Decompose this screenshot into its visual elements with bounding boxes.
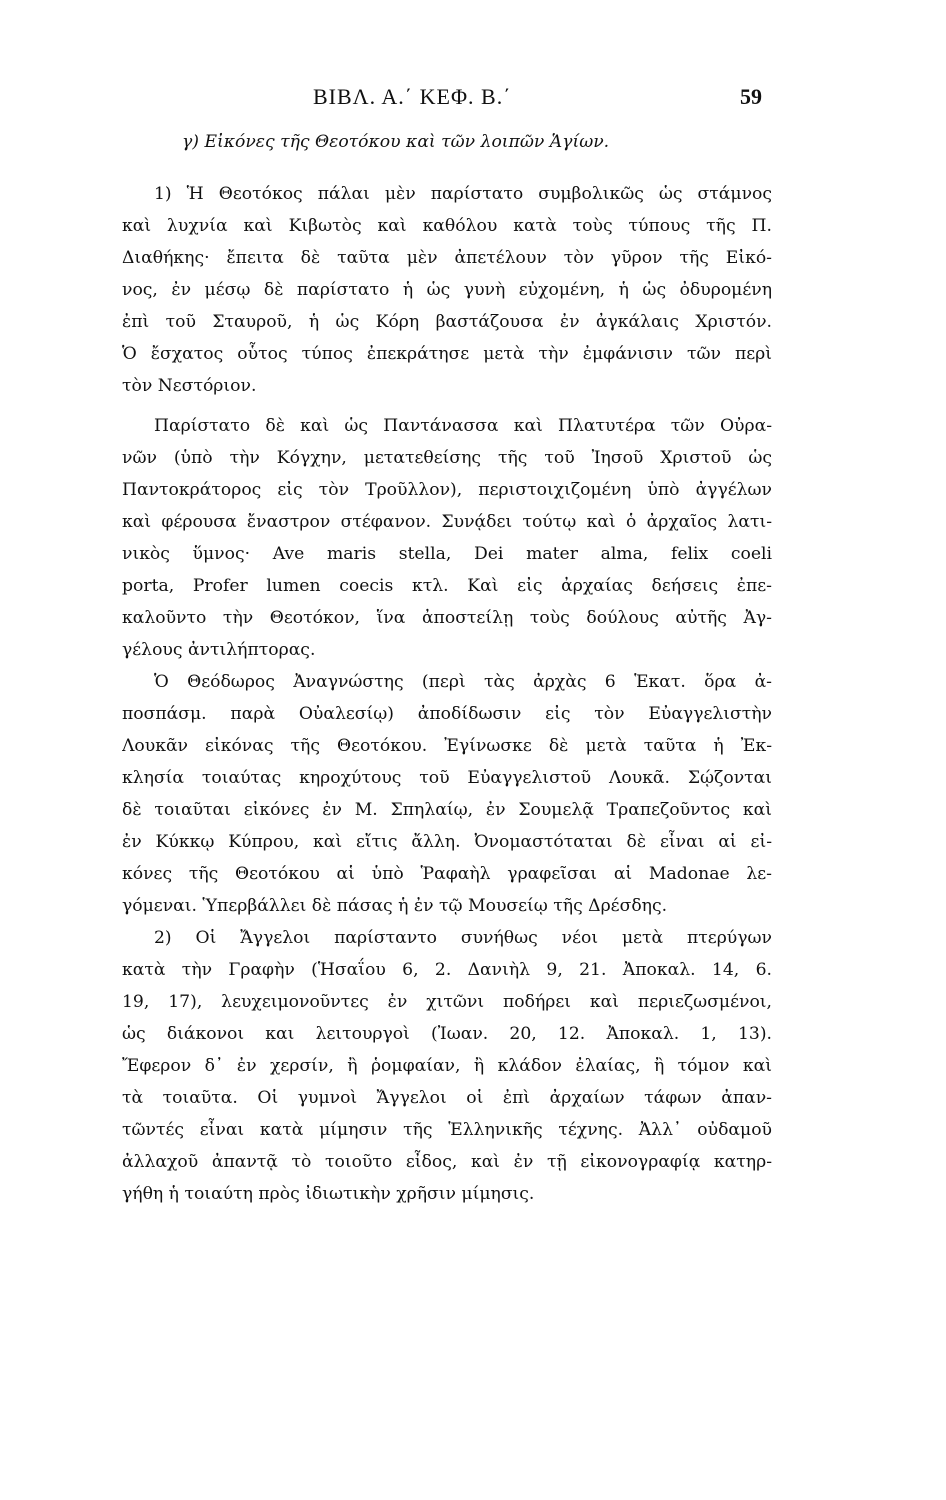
body-text (122, 126, 772, 1210)
spacer (122, 158, 772, 178)
paragraph (122, 178, 772, 402)
running-head: BIBΛ. Α.΄ ΚΕΦ. Β.΄ (313, 84, 512, 109)
text-line: ἐπὶ τοῦ Σταυροῦ, ἡ ὡς Κόρη βαστάζουσα ἐν ἀγκάλαις Χριστόν. (122, 312, 772, 332)
text-line: καλοῦντο τὴν Θεοτόκον, ἵνα ἀποστείλῃ τοὺς δούλους αὐτῆς Ἀγ- (122, 608, 772, 628)
paragraph (122, 922, 772, 1210)
text-line: κατὰ τὴν Γραφὴν (Ἡσαΐου 6, 2. Δανιὴλ 9, 21. Ἀποκαλ. 14, 6. (122, 960, 772, 980)
text-line: δὲ τοιαῦται εἰκόνες ἐν Μ. Σπηλαίῳ, ἐν Σουμελᾷ Τραπεζοῦντος καὶ (122, 800, 772, 820)
text-line: τὸν Νεστόριον. (122, 376, 257, 396)
section-title: γ) Εἰκόνες τῆς Θεοτόκου καὶ τῶν λοιπῶν Ἁγίων. (182, 132, 610, 152)
text-line: ἀλλαχοῦ ἀπαντᾷ τὸ τοιοῦτο εἶδος, καὶ ἐν τῇ εἰκονογραφίᾳ κατηρ- (122, 1152, 772, 1172)
text-line: γέλους ἀντιλήπτορας. (122, 640, 316, 660)
paragraphs (122, 178, 772, 1210)
text-line: γήθη ἡ τοιαύτη πρὸς ἰδιωτικὴν χρῆσιν μίμησις. (122, 1184, 535, 1204)
text-line: 1) Ἡ Θεοτόκος πάλαι μὲν παρίστατο συμβολικῶς ὡς στάμνος (154, 184, 772, 204)
text-line: καὶ λυχνία καὶ Κιβωτὸς καὶ καθόλου κατὰ τοὺς τύπους τῆς Π. (122, 216, 772, 236)
text-line: 19, 17), λευχειμονοῦντες ἐν χιτῶνι ποδήρει καὶ περιεζωσμένοι, (122, 992, 772, 1012)
text-line: γόμεναι. Ὑπερβάλλει δὲ πάσας ἡ ἐν τῷ Μουσείῳ τῆς Δρέσδης. (122, 896, 668, 916)
text-line: Ὁ Θεόδωρος Ἀναγνώστης (περὶ τὰς ἀρχὰς 6 Ἑκατ. ὅρα ἀ- (154, 672, 772, 692)
text-line: καὶ φέρουσα ἔναστρον στέφανον. Συνᾴδει τούτῳ καὶ ὁ ἀρχαῖος λατι- (122, 512, 772, 532)
text-line: ὡς διάκονοι και λειτουργοὶ (Ἰωαν. 20, 12. Ἀποκαλ. 1, 13). (122, 1024, 772, 1044)
text-line: κόνες τῆς Θεοτόκου αἱ ὑπὸ Ῥαφαὴλ γραφεῖσαι αἱ Madonae λε- (122, 864, 772, 884)
text-line: Λουκᾶν εἰκόνας τῆς Θεοτόκου. Ἐγίνωσκε δὲ μετὰ ταῦτα ἡ Ἐκ- (122, 736, 772, 756)
text-line: νος, ἐν μέσῳ δὲ παρίστατο ἡ ὡς γυνὴ εὐχομένη, ἡ ὡς ὀδυρομένη (122, 280, 772, 300)
spacer (122, 402, 772, 410)
text-line: τὰ τοιαῦτα. Οἱ γυμνοὶ Ἄγγελοι οἱ ἐπὶ ἀρχαίων τάφων ἀπαν- (122, 1088, 772, 1108)
text-line: Διαθήκης· ἔπειτα δὲ ταῦτα μὲν ἀπετέλουν τὸν γῦρον τῆς Εἰκό- (122, 248, 772, 268)
text-line: porta, Profer lumen coecis κτλ. Καὶ εἰς ἀρχαίας δεήσεις ἐπε- (122, 576, 772, 596)
text-line: Ὁ ἔσχατος οὗτος τύπος ἐπεκράτησε μετὰ τὴν ἐμφάνισιν τῶν περὶ (122, 344, 772, 364)
text-line: ποσπάσμ. παρὰ Οὐαλεσίῳ) ἀποδίδωσιν εἰς τὸν Εὐαγγελιστὴν (122, 704, 772, 724)
paragraph (122, 410, 772, 666)
text-line: νῶν (ὑπὸ τὴν Κόγχην, μετατεθείσης τῆς τοῦ Ἰησοῦ Χριστοῦ ὡς (122, 448, 772, 468)
page-header (0, 80, 946, 116)
text-line: νικὸς ὕμνος· Ave maris stella, Dei mater alma, felix coeli (122, 544, 772, 564)
text-line: κλησία τοιαύτας κηροχύτους τοῦ Εὐαγγελιστοῦ Λουκᾶ. Σῴζονται (122, 768, 772, 788)
paragraph (122, 666, 772, 922)
text-line: ἐν Κύκκῳ Κύπρου, καὶ εἴτις ἄλλη. Ὀνομαστόταται δὲ εἶναι αἱ εἰ- (122, 832, 772, 852)
text-line: Παντοκράτορος εἰς τὸν Τροῦλλον), περιστοιχιζομένη ὑπὸ ἀγγέλων (122, 480, 772, 500)
text-line: 2) Οἱ Ἄγγελοι παρίσταντο συνήθως νέοι μετὰ πτερύγων (154, 928, 772, 948)
page-number: 59 (740, 84, 762, 109)
text-line: Παρίστατο δὲ καὶ ὡς Παντάνασσα καὶ Πλατυτέρα τῶν Οὐρα- (154, 416, 772, 436)
text-line: τῶντές εἶναι κατὰ μίμησιν τῆς Ἑλληνικῆς τέχνης. Ἀλλ᾽ οὐδαμοῦ (122, 1120, 772, 1140)
text-line: Ἔφερον δ᾽ ἐν χερσίν, ἢ ῥομφαίαν, ἢ κλάδον ἐλαίας, ἢ τόμον καὶ (122, 1056, 772, 1076)
